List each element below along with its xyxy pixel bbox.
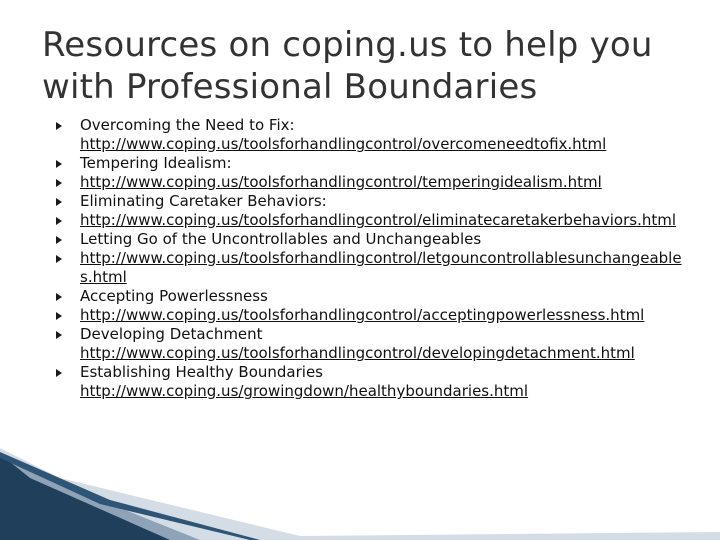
item-label: Tempering Idealism: <box>80 154 232 172</box>
list-item <box>56 325 686 363</box>
arrow-bullet-icon <box>56 217 62 225</box>
arrow-bullet-icon <box>56 293 62 301</box>
item-label: Overcoming the Need to Fix: <box>80 116 295 134</box>
arrow-bullet-icon <box>56 160 62 168</box>
list-item <box>56 306 686 325</box>
item-label: Eliminating Caretaker Behaviors: <box>80 192 327 210</box>
list-item <box>56 173 686 192</box>
item-label: Letting Go of the Uncontrollables and Unchangeables <box>80 230 482 248</box>
arrow-bullet-icon <box>56 179 62 187</box>
list-item <box>56 192 686 211</box>
arrow-bullet-icon <box>56 312 62 320</box>
resource-link[interactable]: http://www.coping.us/toolsforhandlingcontrol/letgouncontrollablesunchangeables.html <box>80 249 682 286</box>
resource-link[interactable]: http://www.coping.us/toolsforhandlingcontrol/overcomeneedtofix.html <box>80 135 607 153</box>
list-item <box>56 211 686 230</box>
item-label: Developing Detachment <box>80 325 263 343</box>
decorative-footer-swoosh <box>0 448 720 540</box>
arrow-bullet-icon <box>56 255 62 263</box>
item-label: Accepting Powerlessness <box>80 287 268 305</box>
list-item <box>56 116 686 154</box>
resource-list <box>56 116 686 401</box>
arrow-bullet-icon <box>56 236 62 244</box>
slide-title: Resources on coping.us to help you with Professional Boundaries <box>42 25 653 107</box>
arrow-bullet-icon <box>56 331 62 339</box>
arrow-bullet-icon <box>56 198 62 206</box>
arrow-bullet-icon <box>56 369 62 377</box>
item-label: Establishing Healthy Boundaries <box>80 363 323 381</box>
resource-link[interactable]: http://www.coping.us/toolsforhandlingcontrol/temperingidealism.html <box>80 173 602 191</box>
resource-link[interactable]: http://www.coping.us/growingdown/healthyboundaries.html <box>80 382 529 400</box>
resource-link[interactable]: http://www.coping.us/toolsforhandlingcontrol/developingdetachment.html <box>80 344 635 362</box>
resource-link[interactable]: http://www.coping.us/toolsforhandlingcontrol/acceptingpowerlessness.html <box>80 306 645 324</box>
list-item <box>56 287 686 306</box>
list-item <box>56 249 686 287</box>
list-item <box>56 230 686 249</box>
resource-link[interactable]: http://www.coping.us/toolsforhandlingcontrol/eliminatecaretakerbehaviors.html <box>80 211 677 229</box>
arrow-bullet-icon <box>56 122 62 130</box>
list-item <box>56 154 686 173</box>
list-item <box>56 363 686 401</box>
